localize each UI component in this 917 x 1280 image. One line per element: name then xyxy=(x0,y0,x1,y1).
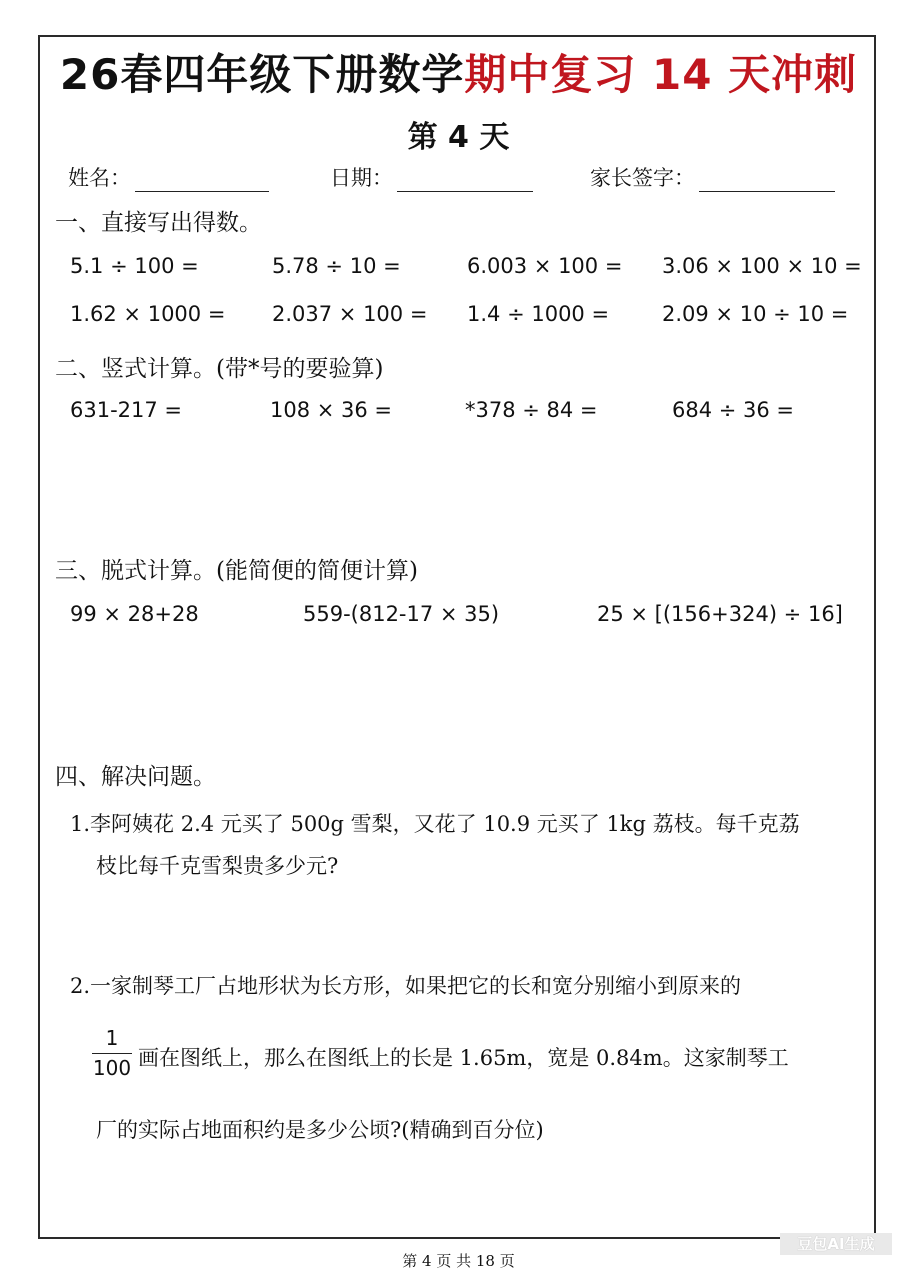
section4-heading: 四、解决问题。 xyxy=(55,764,216,790)
oral-item: 2.09 × 10 ÷ 10 = xyxy=(662,302,849,326)
oral-item: 2.037 × 100 = xyxy=(272,302,428,326)
problem2-line2: 画在图纸上，那么在图纸上的长是 1.65m，宽是 0.84m。这家制琴工 xyxy=(138,1046,789,1070)
fraction-one-hundredth xyxy=(92,1026,132,1080)
oral-item: 1.4 ÷ 1000 = xyxy=(467,302,610,326)
stepwise-calc-item: 99 × 28+28 xyxy=(70,602,199,626)
parent-label: 家长签字： xyxy=(590,166,695,190)
vertical-calc-item: 108 × 36 = xyxy=(270,398,393,422)
name-blank[interactable] xyxy=(135,169,269,192)
oral-item: 5.1 ÷ 100 = xyxy=(70,254,199,278)
ai-watermark: 豆包AI生成 xyxy=(780,1233,892,1255)
problem1-line1: 1.李阿姨花 2.4 元买了 500g 雪梨，又花了 10.9 元买了 1kg 荔枝。每千克荔 xyxy=(70,812,800,836)
page-title xyxy=(0,42,917,102)
title-highlight: 期中复习 14 天冲刺 xyxy=(464,50,858,99)
parent-signature-field xyxy=(590,162,835,192)
stepwise-calc-item: 25 × [(156+324) ÷ 16] xyxy=(597,602,843,626)
stepwise-calc-item: 559-(812-17 × 35) xyxy=(303,602,500,626)
problem2-line3: 厂的实际占地面积约是多少公顷?(精确到百分位) xyxy=(96,1118,544,1142)
oral-item: 1.62 × 1000 = xyxy=(70,302,226,326)
date-field xyxy=(330,162,533,192)
day-subtitle: 第 4 天 xyxy=(407,120,510,155)
page-number: 第 4 页 共 18 页 xyxy=(402,1252,515,1270)
vertical-calc-item: *378 ÷ 84 = xyxy=(465,398,598,422)
section3-heading: 三、脱式计算。(能简便的简便计算) xyxy=(55,558,418,584)
fraction-denominator: 100 xyxy=(92,1056,132,1080)
vertical-calc-item: 684 ÷ 36 = xyxy=(672,398,795,422)
section1-heading: 一、直接写出得数。 xyxy=(55,210,262,236)
title-main: 26春四年级下册数学 xyxy=(59,50,465,99)
name-label: 姓名： xyxy=(68,166,131,190)
oral-item: 5.78 ÷ 10 = xyxy=(272,254,401,278)
oral-item: 3.06 × 100 × 10 = xyxy=(662,254,862,278)
name-field xyxy=(68,162,269,192)
date-blank[interactable] xyxy=(397,169,533,192)
problem2-line1: 2.一家制琴工厂占地形状为长方形，如果把它的长和宽分别缩小到原来的 xyxy=(70,974,742,998)
fraction-numerator: 1 xyxy=(105,1026,119,1050)
fraction-bar xyxy=(92,1053,132,1054)
parent-blank[interactable] xyxy=(699,169,835,192)
vertical-calc-item: 631-217 = xyxy=(70,398,183,422)
section2-heading: 二、竖式计算。(带*号的要验算) xyxy=(55,356,384,382)
problem1-line2: 枝比每千克雪梨贵多少元? xyxy=(96,854,339,878)
oral-item: 6.003 × 100 = xyxy=(467,254,623,278)
date-label: 日期： xyxy=(330,166,393,190)
